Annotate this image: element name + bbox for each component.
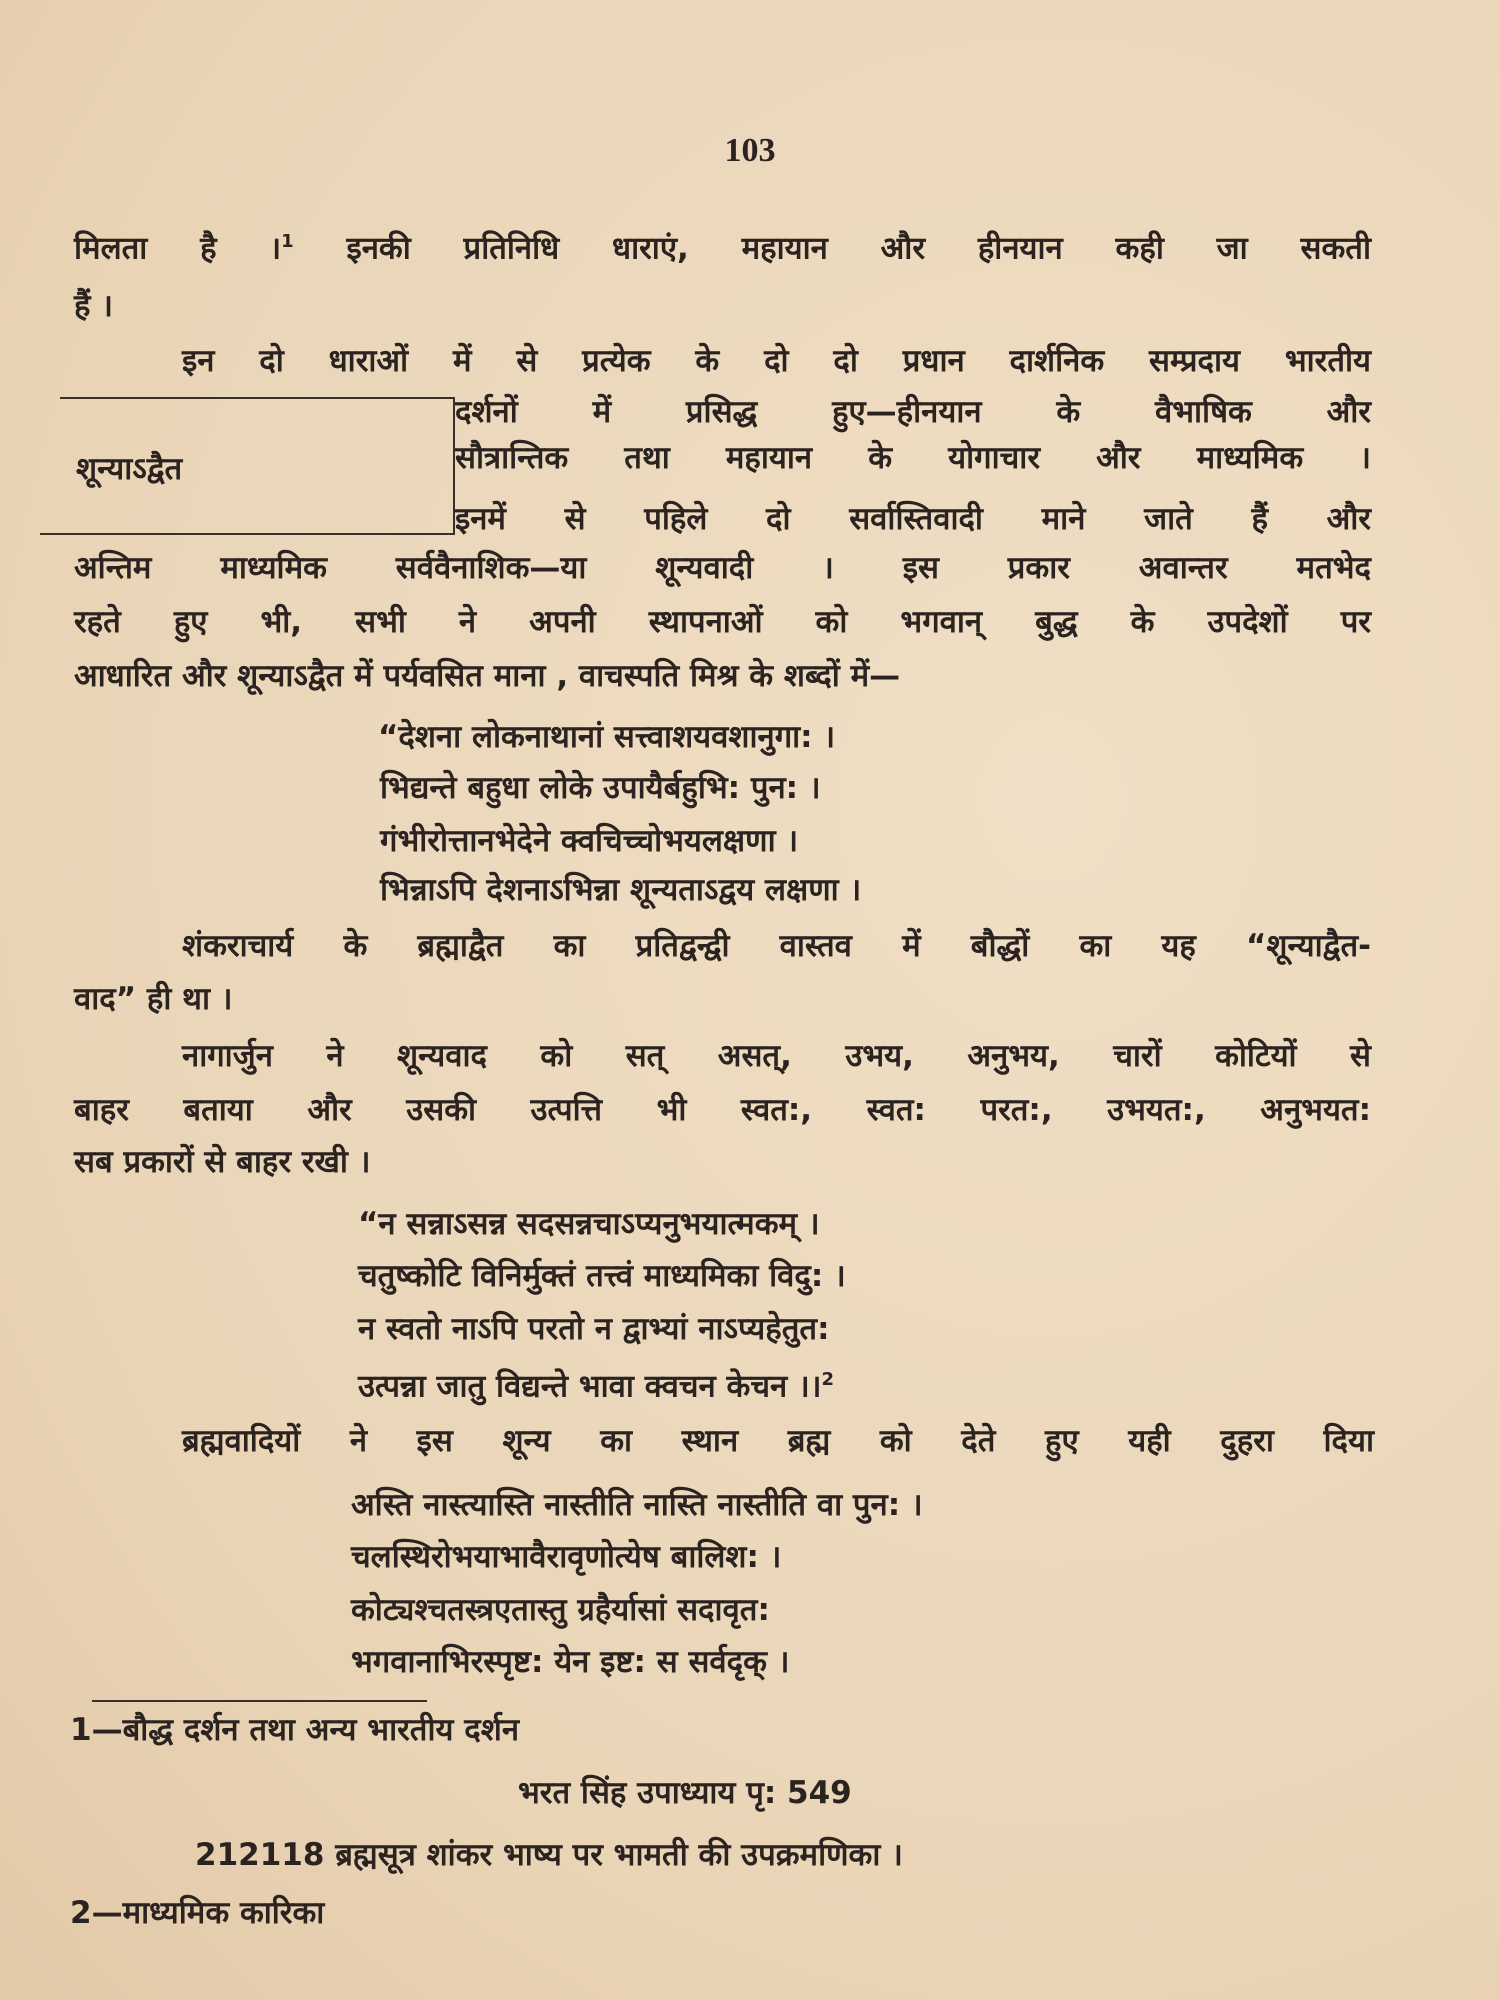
body-line: सब प्रकारों से बाहर रखी । bbox=[74, 1144, 371, 1180]
side-heading: शून्याऽद्वैत bbox=[76, 451, 183, 487]
body-line bbox=[74, 220, 1371, 270]
verse-line: गंभीरोत्तानभेदेने क्वचिच्चोभयलक्षणा । bbox=[380, 823, 799, 859]
footnote-1: 1—बौद्ध दर्शन तथा अन्य भारतीय दर्शन bbox=[70, 1712, 520, 1748]
footnote-rule bbox=[92, 1700, 427, 1702]
body-line: नागार्जुन ने शून्यवाद को सत् असत्, उभय, अनुभय, चारों कोटियों से bbox=[182, 1038, 1371, 1074]
verse-line: कोट्यश्चतस्त्रएतास्तु ग्रहैर्यासां सदावृत: bbox=[351, 1592, 770, 1628]
body-line: इन दो धाराओं में से प्रत्येक के दो दो प्रधान दार्शनिक सम्प्रदाय भारतीय bbox=[182, 343, 1371, 379]
verse-line bbox=[358, 1358, 834, 1408]
verse-line: चतुष्कोटि विनिर्मुक्तं तत्त्वं माध्यमिका विदु: । bbox=[358, 1258, 846, 1294]
text: इनकी प्रतिनिधि धाराएं, महायान और हीनयान कही जा सकती bbox=[293, 230, 1371, 267]
body-line: शंकराचार्य के ब्रह्माद्वैत का प्रतिद्वन्द्वी वास्तव में बौद्धों का यह “शून्याद्वैत- bbox=[182, 928, 1371, 964]
footnote-ref: 2 bbox=[821, 1369, 835, 1390]
body-line: सौत्रान्तिक तथा महायान के योगाचार और माध्यमिक । bbox=[455, 440, 1371, 476]
verse-line: “न सन्नाऽसन्न सदसन्नचाऽप्यनुभयात्मकम् । bbox=[358, 1206, 820, 1242]
body-line: दर्शनों में प्रसिद्ध हुए—हीनयान के वैभाषिक और bbox=[455, 394, 1371, 430]
verse-line: भिन्नाऽपि देशनाऽभिन्ना शून्यताऽद्वय लक्षणा । bbox=[380, 872, 862, 908]
verse-line: भिद्यन्ते बहुधा लोके उपायैर्बहुभि: पुन: । bbox=[380, 770, 821, 806]
body-line: वाद” ही था । bbox=[74, 981, 233, 1017]
body-line: अन्तिम माध्यमिक सर्ववैनाशिक—या शून्यवादी । इस प्रकार अवान्तर मतभेद bbox=[74, 550, 1371, 586]
body-line: ब्रह्मवादियों ने इस शून्य का स्थान ब्रह्म को देते हुए यही दुहरा दिया bbox=[182, 1423, 1374, 1459]
sidenote-top-rule bbox=[60, 397, 455, 399]
body-line: आधारित और शून्याऽद्वैत में पर्यवसित माना , वाचस्पति मिश्र के शब्दों में— bbox=[74, 658, 901, 694]
verse-line: “देशना लोकनाथानां सत्त्वाशयवशानुगा: । bbox=[378, 719, 836, 755]
verse-line: अस्ति नास्त्यास्ति नास्तीति नास्ति नास्तीति वा पुन: । bbox=[351, 1487, 923, 1523]
footnote-1-reference: 212118 ब्रह्मसूत्र शांकर भाष्य पर भामती की उपक्रमणिका । bbox=[195, 1837, 903, 1873]
text: मिलता है । bbox=[74, 230, 282, 267]
body-line: रहते हुए भी, सभी ने अपनी स्थापनाओं को भगवान् बुद्ध के उपदेशों पर bbox=[74, 604, 1371, 640]
footnote-ref: 1 bbox=[281, 231, 294, 252]
verse-line: भगवानाभिरस्पृष्ट: येन इष्ट: स सर्वदृक् । bbox=[351, 1644, 790, 1680]
body-line: बाहर बताया और उसकी उत्पत्ति भी स्वत:, स्वत: परत:, उभयत:, अनुभयत: bbox=[74, 1092, 1371, 1128]
verse-line: न स्वतो नाऽपि परतो न द्वाभ्यां नाऽप्यहेतुत: bbox=[358, 1311, 830, 1347]
sidenote-bottom-rule bbox=[40, 533, 455, 535]
page-number: 103 bbox=[724, 132, 776, 169]
footnote-1-author: भरत सिंह उपाध्याय पृ: 549 bbox=[518, 1775, 852, 1811]
footnote-2: 2—माध्यमिक कारिका bbox=[70, 1895, 325, 1931]
text: उत्पन्ना जातु विद्यन्ते भावा क्वचन केचन ।। bbox=[358, 1368, 822, 1405]
verse-line: चलस्थिरोभयाभावैरावृणोत्येष बालिश: । bbox=[351, 1539, 782, 1575]
body-line: इनमें से पहिले दो सर्वास्तिवादी माने जाते हैं और bbox=[455, 501, 1371, 537]
body-line: हैं । bbox=[74, 288, 114, 324]
